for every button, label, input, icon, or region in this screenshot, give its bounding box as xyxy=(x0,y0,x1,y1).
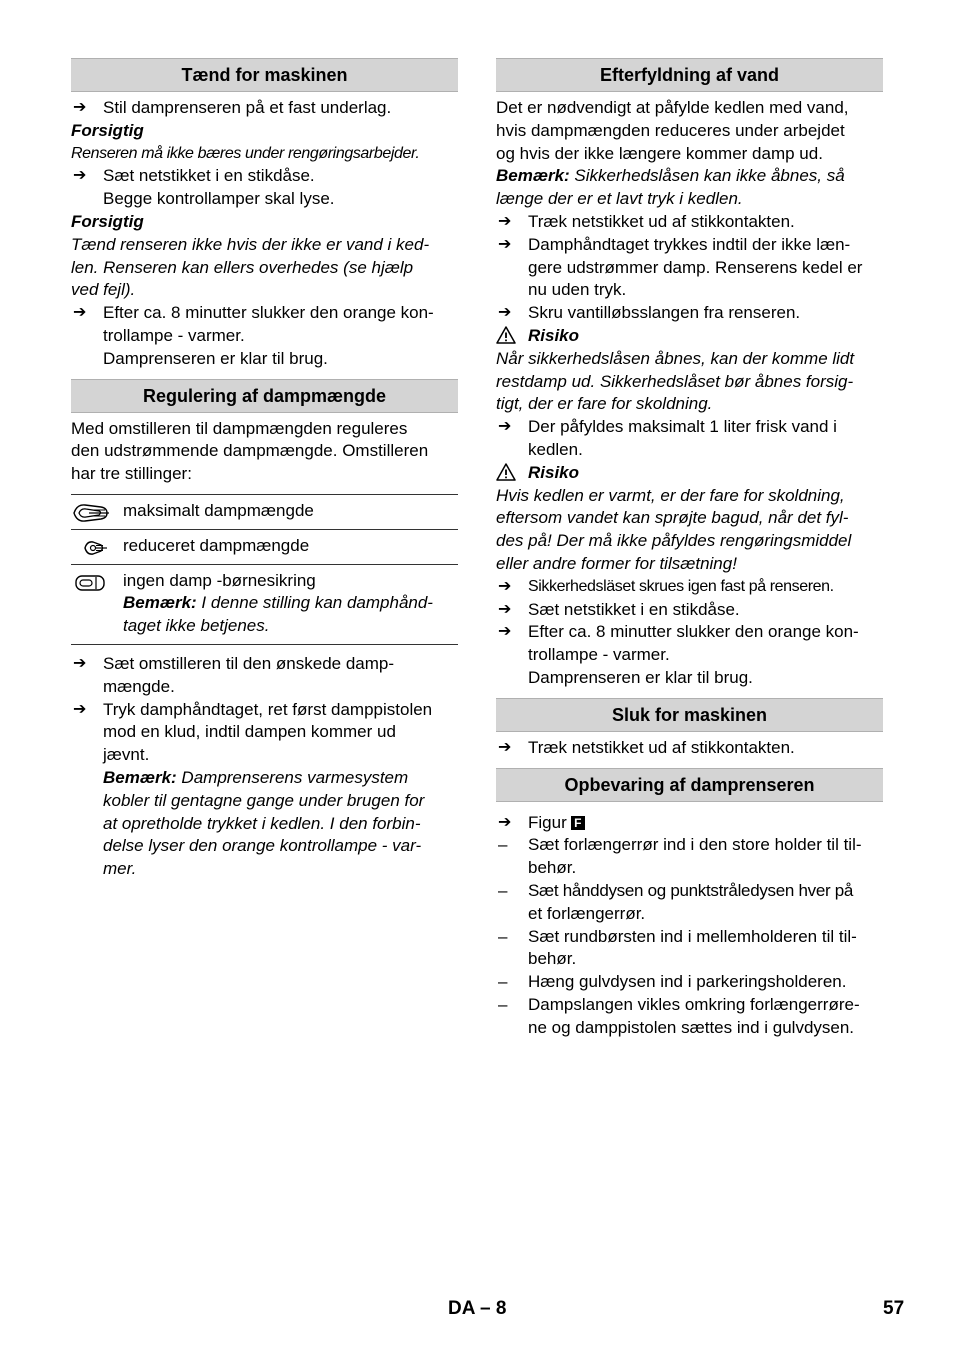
step-item: ➔ Sikkerhedsläset skrues igen fast på renseren. xyxy=(496,576,883,599)
arrow-right-icon: ➔ xyxy=(498,304,512,322)
note: længe der er et lavt tryk i kedlen. xyxy=(496,189,743,209)
risk-warning: Risiko xyxy=(496,462,883,485)
footer-section-label: DA – 8 xyxy=(448,1298,507,1319)
paragraph: Det er nødvendigt at påfylde kedlen med vand, xyxy=(496,98,849,117)
section-heading-efterfyldning: Efterfyldning af vand xyxy=(496,58,883,92)
step-item: ➔ Stil damprenseren på et fast underlag. xyxy=(71,97,458,120)
arrow-right-icon: ➔ xyxy=(73,167,87,185)
page-number: 57 xyxy=(883,1298,905,1319)
dash-bullet: – xyxy=(498,835,508,855)
arrow-right-icon: ➔ xyxy=(498,813,512,831)
caution-text: ved fejl). xyxy=(71,280,136,300)
warning-triangle-icon xyxy=(496,325,516,345)
right-column xyxy=(496,58,883,1039)
caution-label: Forsigtig xyxy=(71,120,144,140)
caution-text: Tænd renseren ikke hvis der ikke er vand i ked- xyxy=(71,234,430,254)
risk-text: tigt, der er fare for skoldning. xyxy=(496,394,713,414)
paragraph: og hvis der ikke længere kommer damp ud. xyxy=(496,143,823,163)
list-item: – Dampslangen vikles omkring forlængerrøre- ne og damppistolen sættes ind i gulvdysen. xyxy=(498,994,860,1037)
dash-bullet: – xyxy=(498,972,508,992)
arrow-right-icon: ➔ xyxy=(498,235,512,253)
arrow-right-icon: ➔ xyxy=(498,418,512,436)
no-steam-lock-icon xyxy=(71,571,111,595)
list-item: – Sæt forlængerrør ind i den store holder til til- behør. xyxy=(498,835,862,878)
section-heading-regulering: Regulering af dampmængde xyxy=(71,379,458,413)
risk-text: Hvis kedlen er varmt, er der fare for skoldning, xyxy=(496,485,845,505)
arrow-right-icon: ➔ xyxy=(73,99,87,116)
risk-text: restdamp ud. Sikkerhedslåset bør åbnes forsig- xyxy=(496,371,854,391)
step-item: ➔ Træk netstikket ud af stikkontakten. xyxy=(496,737,883,760)
reduced-steam-icon xyxy=(71,536,111,560)
arrow-right-icon: ➔ xyxy=(73,654,87,672)
step-item: ➔ Der påfyldes maksimalt 1 liter frisk vand i kedlen. xyxy=(498,417,837,459)
step-item: ➔ Skru vantilløbsslangen fra renseren. xyxy=(496,302,883,325)
dash-bullet: – xyxy=(498,926,508,946)
step-item: ➔ Tryk damphåndtaget, ret først damppistolen mod en klud, indtil dampen kommer ud jævnt. Bemærk: Damprenserens varmesystem kobler til gentagne gange under brugen for at opretholde trykket i kedlen. I den forbin- delse lyser den orange kontrollampe - var- mer. xyxy=(73,699,433,879)
step-item: ➔ Sæt netstikket i en stikdåse. Begge kontrollamper skal lyse. xyxy=(73,166,335,209)
risk-text: eller andre former for tilsætning! xyxy=(496,553,737,573)
steam-setting-table xyxy=(71,494,458,645)
max-steam-icon xyxy=(71,501,111,525)
paragraph: den udstrømmende dampmængde. Omstilleren xyxy=(71,441,429,461)
section-heading-opbevaring: Opbevaring af damprenseren xyxy=(496,768,883,802)
table-row: ingen damp -børnesikring Bemærk: I denne stilling kan damphånd- taget ikke betjenes. xyxy=(71,565,458,645)
caution-text: Renseren må ikke bæres under rengøringsarbejder. xyxy=(71,144,420,162)
section-heading-taend: Tænd for maskinen xyxy=(71,58,458,92)
arrow-right-icon: ➔ xyxy=(73,304,87,322)
step-item: ➔ Figur F xyxy=(496,812,883,835)
list-item: – Sæt hånddysen og punktstråledysen hver på et forlængerrør. xyxy=(498,880,854,923)
arrow-right-icon: ➔ xyxy=(498,738,512,756)
caution-label: Forsigtig xyxy=(71,211,144,231)
dash-bullet: – xyxy=(498,880,508,900)
paragraph: hvis dampmængden reduceres under arbejdet xyxy=(496,120,845,140)
risk-text: des på! Der må ikke påfyldes rengøringsmiddel xyxy=(496,531,852,551)
figure-reference-badge: F xyxy=(571,816,585,830)
list-item: – Sæt rundbørsten ind i mellemholderen til til- behør. xyxy=(498,926,857,969)
step-item: ➔ Sæt netstikket i en stikdåse. xyxy=(496,599,883,622)
table-row: reduceret dampmængde xyxy=(71,530,458,565)
arrow-right-icon: ➔ xyxy=(498,623,512,641)
caution-text: len. Renseren kan ellers overhedes (se hjælp xyxy=(71,257,414,277)
step-item: ➔ Sæt omstilleren til den ønskede damp- mængde. xyxy=(73,653,395,696)
arrow-right-icon: ➔ xyxy=(498,600,512,618)
step-item: ➔ Damphåndtaget trykkes indtil der ikke læn- gere udstrømmer damp. Renserens kedel er nu uden tryk. xyxy=(498,234,863,300)
warning-triangle-icon xyxy=(496,462,516,482)
step-item: ➔ Efter ca. 8 minutter slukker den orange kon- trollampe - varmer. Damprenseren er klar til brug. xyxy=(73,303,434,368)
dash-bullet: – xyxy=(498,994,508,1014)
step-item: ➔ Træk netstikket ud af stikkontakten. xyxy=(496,211,883,234)
note: Bemærk: Sikkerhedslåsen kan ikke åbnes, så xyxy=(496,166,845,186)
table-row: maksimalt dampmængde xyxy=(71,495,458,530)
arrow-right-icon: ➔ xyxy=(73,700,87,718)
section-heading-sluk: Sluk for maskinen xyxy=(496,698,883,732)
paragraph: har tre stillinger: xyxy=(71,464,192,484)
arrow-right-icon: ➔ xyxy=(498,212,512,230)
risk-text: eftersom vandet kan sprøjte bagud, når det fyl- xyxy=(496,508,849,528)
paragraph: Med omstilleren til dampmængden reguleres xyxy=(71,418,408,438)
risk-text: Når sikkerhedslåsen åbnes, kan der komme lidt xyxy=(496,348,855,368)
step-item: ➔ Efter ca. 8 minutter slukker den orange kon- trollampe - varmer. Damprenseren er klar til brug. xyxy=(498,622,859,687)
risk-warning: Risiko xyxy=(496,325,883,348)
arrow-right-icon: ➔ xyxy=(498,577,512,595)
left-column xyxy=(71,58,458,881)
list-item: – Hæng gulvdysen ind i parkeringsholderen. xyxy=(496,971,883,994)
